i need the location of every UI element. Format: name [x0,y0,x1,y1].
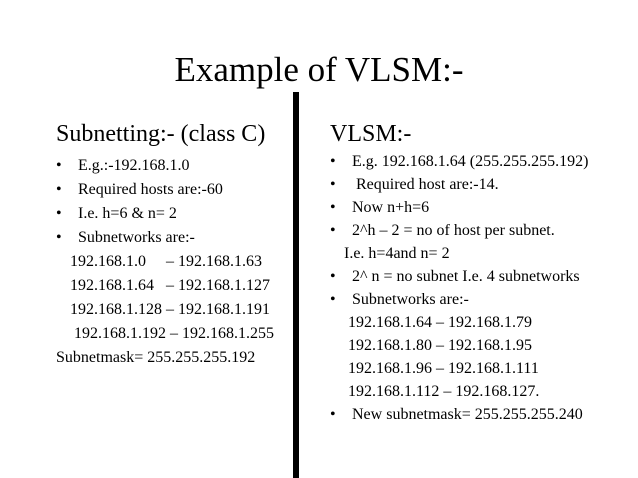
subnetting-column [56,120,292,370]
vlsm-range-3: 192.168.1.96 – 192.168.1.111 [348,360,539,377]
vlsm-new-subnet-mask-item: • New subnetmask= 255.255.255.240 [330,403,630,426]
vlsm-bits-sum-item: • Now n+h=6 [330,196,630,219]
vlsm-heading: VLSM:- [330,121,412,147]
vlsm-host-network-bits-line: I.e. h=4and n= 2 [344,245,450,262]
vlsm-hosts-formula-item: • 2^h – 2 = no of host per subnet. [330,219,630,242]
vertical-divider [293,92,299,478]
vlsm-range-2: 192.168.1.80 – 192.168.1.95 [348,337,532,354]
vlsm-required-hosts-item: • Required host are:-14. [330,173,630,196]
subnetting-subnetworks-item: • Subnetworks are:- [56,226,292,250]
subnet-range-1: 192.168.1.0 – 192.168.1.63 [70,253,262,270]
vlsm-range-4: 192.168.1.112 – 192.168.127. [348,383,540,400]
vlsm-range-1: 192.168.1.64 – 192.168.1.79 [348,314,532,331]
subnet-range-3: 192.168.1.128 – 192.168.1.191 [70,301,270,318]
subnetting-example-item: • E.g.:-192.168.1.0 [56,154,292,178]
vlsm-column [330,120,630,426]
subnetting-heading: Subnetting:- (class C) [56,121,266,147]
vlsm-example-item: • E.g. 192.168.1.64 (255.255.255.192) [330,150,630,173]
subnet-mask-line: Subnetmask= 255.255.255.192 [56,349,256,366]
subnetting-host-network-bits-item: • I.e. h=6 & n= 2 [56,202,292,226]
subnet-range-2: 192.168.1.64 – 192.168.1.127 [70,277,270,294]
vlsm-subnet-count-item: • 2^ n = no subnet I.e. 4 subnetworks [330,265,630,288]
subnetting-required-hosts-item: • Required hosts are:-60 [56,178,292,202]
subnet-range-4: 192.168.1.192 – 192.168.1.255 [74,325,274,342]
vlsm-subnetworks-item: • Subnetworks are:- [330,288,630,311]
slide-title: Example of VLSM:- [174,50,464,89]
